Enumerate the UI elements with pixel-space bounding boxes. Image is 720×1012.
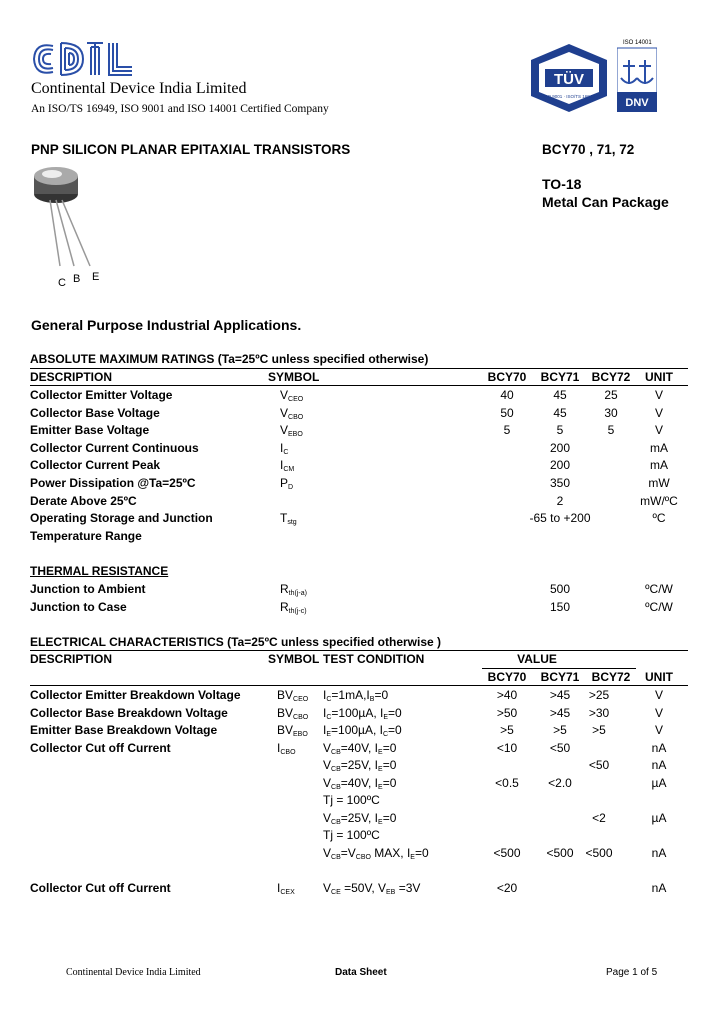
company-name: Continental Device India Limited bbox=[31, 80, 247, 97]
abs-row-bcy70: 50 bbox=[500, 405, 514, 420]
dnv-text: DNV bbox=[625, 97, 649, 109]
elec-row-bcy70: <500 bbox=[493, 845, 521, 860]
elec-row-symbol: $BV_{CEO}$ bbox=[277, 688, 309, 703]
elec-row-condition: $V_{CB}=V_{CBO}$ MAX, $I_E=0$ bbox=[323, 845, 429, 861]
tuv-ring-text: ISO 9001 · ISO/TS 16949 bbox=[543, 94, 595, 99]
thermal-row-description: Junction to Ambient bbox=[30, 582, 146, 596]
abs-row-description: Temperature Range bbox=[30, 528, 142, 543]
to18-package-drawing bbox=[30, 166, 114, 290]
elec-row-description: Collector Cut off Current bbox=[30, 740, 171, 755]
abs-row-unit: V bbox=[654, 405, 664, 420]
elec-row-bcy70: >5 bbox=[500, 723, 514, 737]
abs-row-unit: V bbox=[654, 388, 664, 402]
elec-row-unit: V bbox=[654, 723, 664, 737]
elec-row-bcy70: >40 bbox=[496, 688, 518, 702]
abs-row-symbol: $V_{EBO}$ bbox=[280, 423, 303, 439]
footer-datasheet: Data Sheet bbox=[335, 967, 387, 978]
elec-row-condition: $V_{CB}=40V$, $I_E=0$ bbox=[323, 775, 397, 791]
elec-row-unit: µA bbox=[651, 810, 667, 825]
package-type: TO-18 bbox=[542, 176, 582, 192]
elec-row-bcy72: >5 bbox=[592, 723, 606, 737]
elec-row-bcy72: >25 bbox=[588, 688, 610, 702]
footer-company: Continental Device India Limited bbox=[66, 967, 201, 978]
abs-col-unit: UNIT bbox=[645, 370, 673, 384]
elec-row-condition: Tj = 100ºC bbox=[323, 793, 380, 807]
elec-col-unit: UNIT bbox=[645, 670, 673, 684]
elec-col-symbol: SYMBOL bbox=[268, 652, 320, 666]
thermal-row-symbol: $R_{th(j-a)}$ bbox=[280, 582, 307, 597]
divider bbox=[30, 368, 688, 369]
elec-row-condition: $V_{CB}=25V$, $I_E=0$ bbox=[323, 810, 397, 826]
thermal-heading: THERMAL RESISTANCE bbox=[30, 564, 169, 578]
thermal-row-unit: ºC/W bbox=[645, 582, 673, 596]
elec-row-condition: $I_C=1mA,I_B=0$ bbox=[323, 688, 389, 703]
elec-row-symbol: $I_{CEX}$ bbox=[277, 881, 295, 896]
abs-row-value: 2 bbox=[556, 493, 564, 508]
abs-row-bcy71: 5 bbox=[556, 423, 564, 438]
elec-row-unit: V bbox=[654, 688, 664, 702]
tuv-certification-badge bbox=[527, 42, 611, 114]
elec-row-condition: $V_{CB}=25V$, $I_E=0$ bbox=[323, 758, 397, 773]
pin-label-e: E bbox=[92, 271, 100, 283]
abs-row-bcy72: 5 bbox=[607, 423, 615, 438]
document-title: PNP SILICON PLANAR EPITAXIAL TRANSISTORS bbox=[31, 142, 351, 157]
abs-row-description: Derate Above 25ºC bbox=[30, 493, 137, 508]
divider bbox=[30, 385, 688, 386]
elec-row-bcy71: >45 bbox=[549, 688, 571, 702]
abs-col-description: DESCRIPTION bbox=[30, 370, 113, 384]
elec-row-bcy70: <10 bbox=[496, 740, 518, 755]
abs-row-symbol: $V_{CEO}$ bbox=[280, 388, 304, 403]
abs-row-unit: V bbox=[654, 423, 664, 438]
abs-row-description: Collector Current Continuous bbox=[30, 440, 199, 455]
elec-row-bcy71: <2.0 bbox=[548, 775, 572, 790]
elec-row-unit: nA bbox=[651, 845, 667, 860]
abs-col-symbol: SYMBOL bbox=[268, 370, 320, 384]
elec-row-condition: $V_{CB}=40V$, $I_E=0$ bbox=[323, 740, 397, 756]
abs-col-bcy70: BCY70 bbox=[487, 370, 527, 384]
abs-row-bcy72: 30 bbox=[604, 405, 618, 420]
abs-row-symbol: $I_C$ bbox=[280, 440, 289, 456]
certification-line: An ISO/TS 16949, ISO 9001 and ISO 14001 Certified Company bbox=[31, 103, 329, 115]
abs-row-symbol: $T_{stg}$ bbox=[280, 511, 297, 527]
divider bbox=[30, 650, 688, 651]
value-underline bbox=[482, 668, 636, 669]
elec-row-bcy71: >5 bbox=[553, 723, 567, 737]
abs-row-symbol: $P_D$ bbox=[280, 476, 294, 491]
elec-row-bcy70: <0.5 bbox=[495, 775, 519, 790]
elec-row-bcy72: <2 bbox=[592, 810, 606, 825]
elec-row-condition: $I_E=100\mu A$, $I_C=0$ bbox=[323, 723, 402, 738]
abs-row-description: Collector Base Voltage bbox=[30, 405, 160, 420]
elec-row-condition: $V_{CE} =50V$, $V_{EB} =3V$ bbox=[323, 881, 421, 896]
elec-row-bcy72: >30 bbox=[588, 705, 610, 720]
thermal-row-symbol: $R_{th(j-c)}$ bbox=[280, 599, 307, 615]
thermal-row-value: 150 bbox=[549, 599, 571, 614]
abs-row-symbol: $I_{CM}$ bbox=[280, 458, 295, 474]
abs-row-description: Operating Storage and Junction bbox=[30, 511, 213, 526]
elec-row-description: Emitter Base Breakdown Voltage bbox=[30, 723, 218, 737]
pin-label-c: C bbox=[58, 277, 66, 289]
package-description: Metal Can Package bbox=[542, 194, 669, 210]
application-heading: General Purpose Industrial Applications. bbox=[31, 317, 302, 333]
elec-row-unit: nA bbox=[651, 758, 667, 772]
elec-row-symbol: $I_{CBO}$ bbox=[277, 740, 296, 756]
elec-col-bcy71: BCY71 bbox=[540, 670, 580, 684]
abs-row-description: Power Dissipation @Ta=25ºC bbox=[30, 476, 196, 490]
thermal-row-unit: ºC/W bbox=[645, 599, 673, 614]
elec-row-condition: Tj = 100ºC bbox=[323, 828, 380, 842]
elec-row-description: Collector Cut off Current bbox=[30, 881, 171, 895]
abs-max-heading: ABSOLUTE MAXIMUM RATINGS (Ta=25ºC unless specified otherwise) bbox=[30, 352, 429, 366]
abs-row-bcy71: 45 bbox=[553, 405, 567, 420]
abs-row-value: 350 bbox=[549, 476, 571, 490]
abs-row-description: Emitter Base Voltage bbox=[30, 423, 150, 438]
elec-row-unit: nA bbox=[651, 740, 667, 755]
abs-row-unit: mA bbox=[650, 458, 668, 473]
elec-row-condition: $I_C=100\mu A$, $I_E=0$ bbox=[323, 705, 402, 721]
elec-row-bcy71: <50 bbox=[549, 740, 571, 755]
elec-row-description: Collector Emitter Breakdown Voltage bbox=[30, 688, 241, 702]
abs-row-bcy72: 25 bbox=[604, 388, 618, 402]
elec-row-bcy72: <50 bbox=[588, 758, 610, 772]
abs-row-unit: mW/ºC bbox=[640, 493, 678, 508]
abs-row-description: Collector Emitter Voltage bbox=[30, 388, 173, 402]
elec-row-bcy71: >45 bbox=[549, 705, 571, 720]
abs-row-bcy70: 5 bbox=[503, 423, 511, 438]
dnv-iso-label: ISO 14001 bbox=[623, 40, 652, 46]
elec-col-bcy70: BCY70 bbox=[487, 670, 527, 684]
elec-row-bcy72: <500 bbox=[585, 845, 613, 860]
abs-row-unit: mA bbox=[650, 440, 668, 455]
divider bbox=[30, 685, 688, 686]
elec-col-description: DESCRIPTION bbox=[30, 652, 113, 666]
footer-page: Page 1 of 5 bbox=[606, 967, 658, 978]
abs-row-description: Collector Current Peak bbox=[30, 458, 161, 473]
elec-row-description: Collector Base Breakdown Voltage bbox=[30, 705, 228, 720]
abs-row-value: 200 bbox=[549, 458, 571, 473]
elec-row-unit: nA bbox=[651, 881, 667, 895]
cdil-logo bbox=[31, 40, 135, 78]
abs-row-value: -65 to +200 bbox=[529, 511, 591, 526]
abs-row-bcy70: 40 bbox=[500, 388, 514, 402]
elec-col-test-condition: TEST CONDITION bbox=[323, 652, 425, 666]
part-numbers: BCY70 , 71, 72 bbox=[542, 142, 635, 157]
elec-col-value: VALUE bbox=[517, 652, 557, 666]
elec-row-symbol: $BV_{EBO}$ bbox=[277, 723, 308, 738]
elec-row-bcy70: >50 bbox=[496, 705, 518, 720]
elec-row-bcy70: <20 bbox=[496, 881, 518, 895]
abs-row-unit: mW bbox=[648, 476, 670, 490]
elec-row-unit: µA bbox=[651, 775, 667, 790]
thermal-row-description: Junction to Case bbox=[30, 599, 127, 614]
abs-row-symbol: $V_{CBO}$ bbox=[280, 405, 304, 421]
pin-label-b: B bbox=[73, 273, 81, 285]
elec-row-bcy71: <500 bbox=[546, 845, 574, 860]
abs-row-value: 200 bbox=[549, 440, 571, 455]
elec-row-symbol: $BV_{CBO}$ bbox=[277, 705, 309, 721]
abs-col-bcy71: BCY71 bbox=[540, 370, 580, 384]
abs-row-bcy71: 45 bbox=[553, 388, 567, 402]
elec-col-bcy72: BCY72 bbox=[591, 670, 631, 684]
dnv-certification-badge bbox=[617, 40, 657, 112]
thermal-row-value: 500 bbox=[549, 582, 571, 596]
elec-row-unit: V bbox=[654, 705, 664, 720]
abs-col-bcy72: BCY72 bbox=[591, 370, 631, 384]
electrical-heading: ELECTRICAL CHARACTERISTICS (Ta=25ºC unless specified otherwise ) bbox=[30, 635, 442, 649]
tuv-text: TÜV bbox=[554, 71, 584, 88]
abs-row-unit: ºC bbox=[652, 511, 666, 526]
